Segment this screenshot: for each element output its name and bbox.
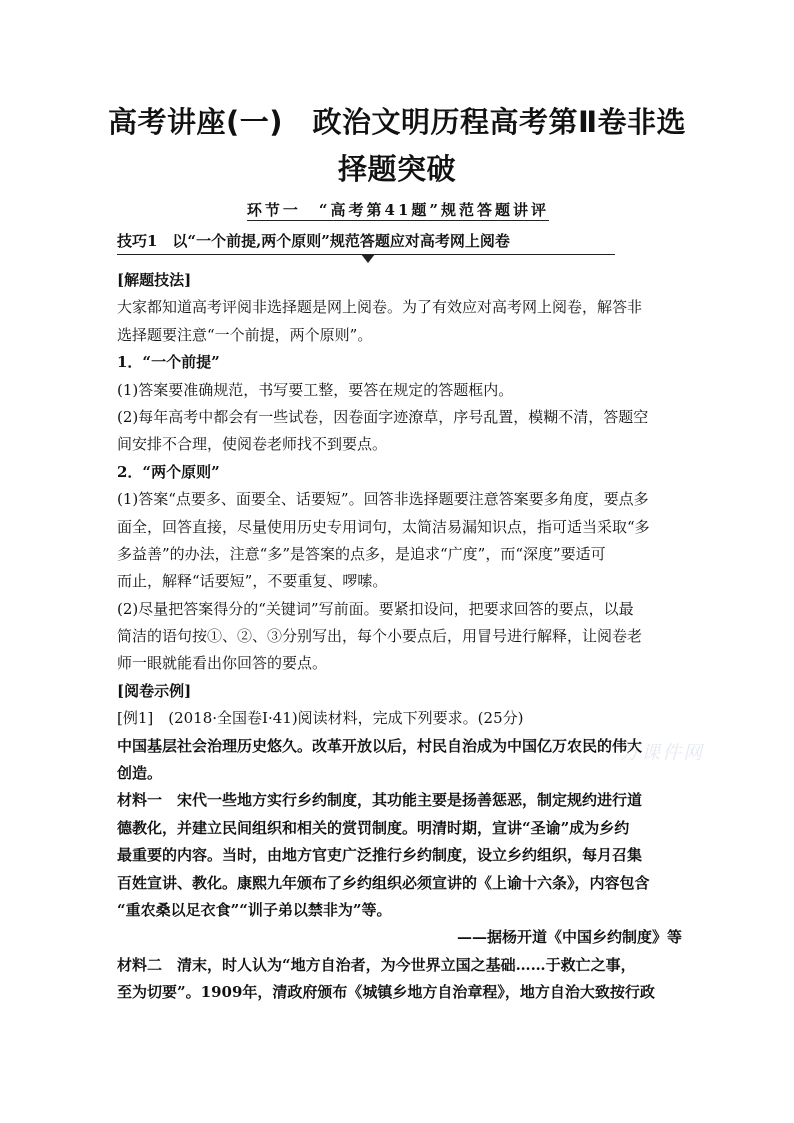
text-line: 最重要的内容。当时，由地方官吏广泛推行乡约制度，设立乡约组织，每月召集 bbox=[117, 846, 643, 865]
text-line: (1)答案要准确规范，书写要工整，要答在规定的答题框内。 bbox=[117, 380, 514, 399]
text-line: (2)每年高考中都会有一些试卷，因卷面字迹潦草，序号乱置，模糊不清，答题空 bbox=[117, 407, 649, 426]
text-line: [阅卷示例] bbox=[117, 681, 192, 700]
section-heading bbox=[120, 199, 676, 220]
text-line: 德教化，并建立民间组织和相关的赏罚制度。明清时期，宣讲“圣谕”成为乡约 bbox=[117, 818, 630, 837]
text-line: 中国基层社会治理历史悠久。改革开放以后，村民自治成为中国亿万农民的伟大 bbox=[117, 736, 643, 755]
text-line: 百姓宣讲、教化。康熙九年颁布了乡约组织必须宣讲的《上谕十六条》，内容包含 bbox=[117, 873, 650, 892]
text-line: 2．“两个原则” bbox=[117, 462, 220, 481]
text-line: [例1] (2018·全国卷Ⅰ·41)阅读材料，完成下列要求。(25分) bbox=[117, 709, 524, 728]
text-line: 选择题要注意“一个前提，两个原则”。 bbox=[117, 325, 373, 344]
text-line: (1)答案“点要多、面要全、话要短”。回答非选择题要注意答案要多角度，要点多 bbox=[117, 490, 649, 509]
text-line: 而止，解释“话要短”，不要重复、啰嗦。 bbox=[117, 572, 388, 591]
text-line: (2)尽量把答案得分的“关键词”写前面。要紧扣设问，把要求回答的要点，以最 bbox=[117, 599, 634, 618]
text-line: 材料二 清末，时人认为“地方自治者，为今世界立国之基础……于救亡之事， bbox=[117, 955, 636, 974]
text-line: 多益善”的办法，注意“多”是答案的点多，是追求“广度”，而“深度”要适可 bbox=[117, 544, 606, 563]
text-line: 1．“一个前提” bbox=[117, 353, 220, 372]
text-line-citation: ——据杨开道《中国乡约制度》等 bbox=[456, 928, 682, 947]
text-line: “重农桑以足衣食”“训子弟以禁非为”等。 bbox=[117, 900, 392, 919]
watermark: 万课件网 bbox=[620, 742, 705, 764]
text-line: 简洁的语句按①、②、③分别写出，每个小要点后，用冒号进行解释，让阅卷老 bbox=[117, 627, 643, 646]
text-line: 面全，回答直接，尽量使用历史专用词句，太简洁易漏知识点，指可适当采取“多 bbox=[117, 517, 650, 536]
text-line: [解题技法] bbox=[117, 271, 192, 289]
text-line: 间安排不合理，使阅卷老师找不到要点。 bbox=[117, 435, 388, 454]
text-line: 大家都知道高考评阅非选择题是网上阅卷。为了有效应对高考网上阅卷，解答非 bbox=[117, 298, 643, 317]
page-title-line-2: 择题突破 bbox=[337, 152, 456, 186]
text-line: 至为切要”。1909年，清政府颁布《城镇乡地方自治章程》，地方自治大致按行政 bbox=[117, 983, 655, 1002]
text-line: 材料一 宋代一些地方实行乡约制度，其功能主要是扬善惩恶，制定规约进行道 bbox=[117, 791, 643, 810]
text-line: 创造。 bbox=[117, 764, 163, 783]
down-triangle-icon bbox=[361, 254, 375, 263]
skill-heading: 技巧1 以“一个前提,两个原则”规范答题应对高考网上阅卷 bbox=[117, 230, 615, 255]
text-line: 师一眼就能看出你回答的要点。 bbox=[117, 654, 328, 673]
body-text bbox=[117, 267, 682, 1007]
page-title-line-1: 高考讲座(一) 政治文明历程高考第Ⅱ卷非选 bbox=[107, 105, 687, 139]
section-heading-text: 环节一 “高考第41题”规范答题讲评 bbox=[246, 201, 550, 219]
